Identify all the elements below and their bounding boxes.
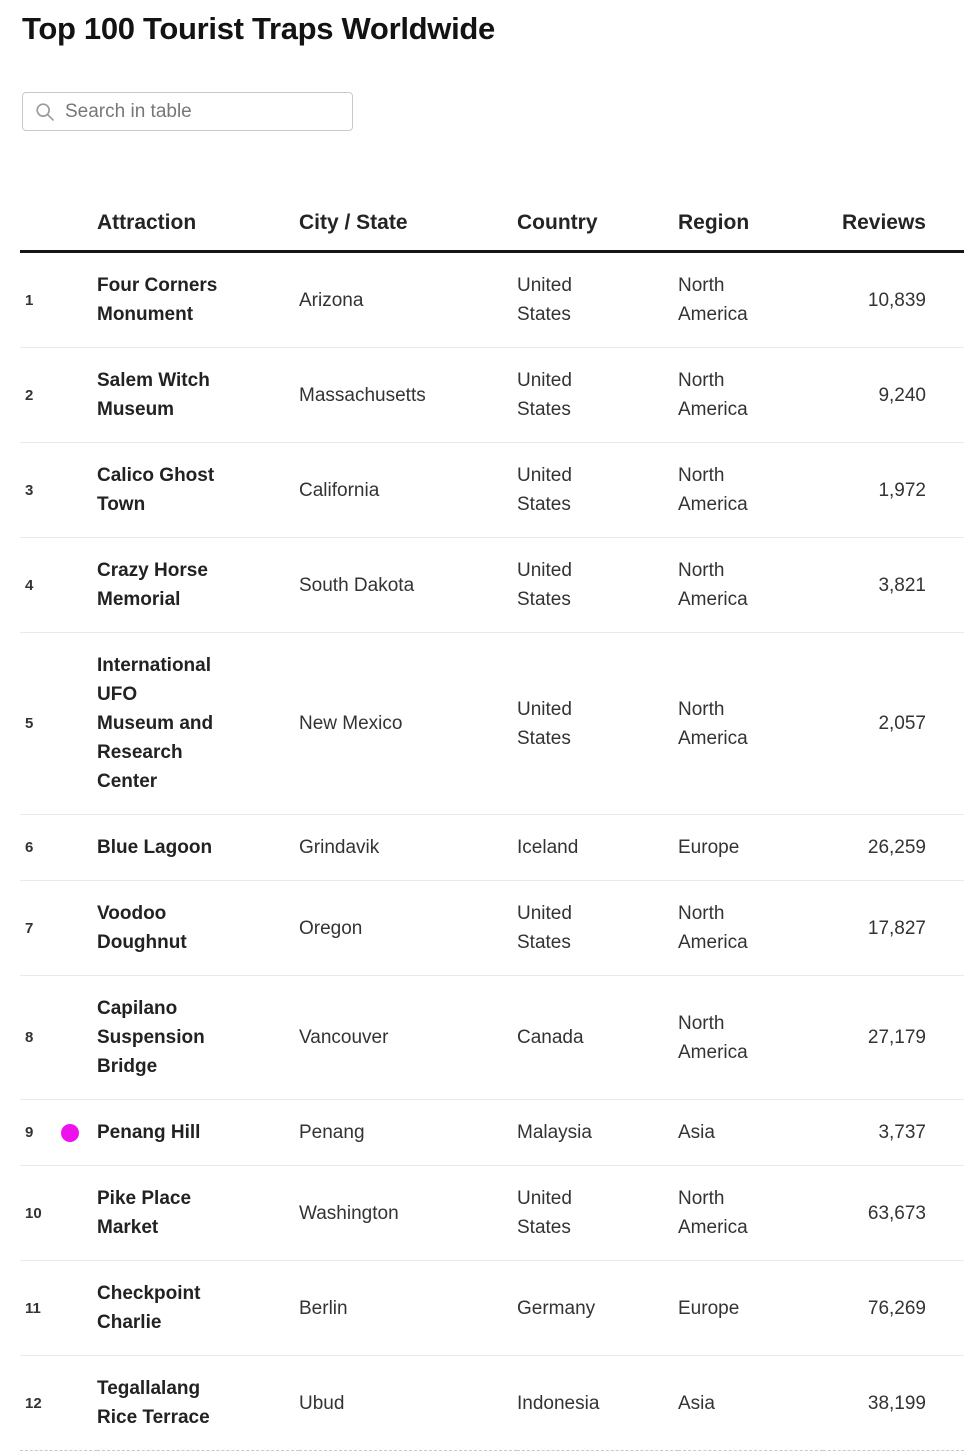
country-cell: United States — [517, 538, 678, 633]
row-rank: 7 — [20, 881, 97, 976]
city-state-cell: New Mexico — [299, 633, 517, 815]
country-cell: United States — [517, 1166, 678, 1261]
country-cell: United States — [517, 348, 678, 443]
table-row — [20, 1356, 964, 1451]
row-rank: 6 — [20, 815, 97, 881]
country-cell: United States — [517, 881, 678, 976]
reviews-cell: 10,839 — [823, 252, 964, 348]
attraction-name: Blue Lagoon — [97, 837, 213, 858]
country-cell: Canada — [517, 976, 678, 1100]
country-cell: United States — [517, 443, 678, 538]
region-cell: Europe — [678, 1261, 823, 1356]
country-cell: United States — [517, 252, 678, 348]
table-row — [20, 348, 964, 443]
attraction-name: Pike Place Market — [97, 1188, 192, 1238]
region-cell: North America — [678, 348, 823, 443]
search-box[interactable] — [22, 92, 353, 131]
reviews-cell: 9,240 — [823, 348, 964, 443]
row-rank: 5 — [20, 633, 97, 815]
region-cell: Asia — [678, 1356, 823, 1451]
reviews-cell: 17,827 — [823, 881, 964, 976]
country-cell: Indonesia — [517, 1356, 678, 1451]
page-title: Top 100 Tourist Traps Worldwide — [22, 11, 495, 46]
attraction-cell — [97, 252, 299, 348]
reviews-cell: 1,972 — [823, 443, 964, 538]
region-cell: North America — [678, 976, 823, 1100]
tourist-traps-table — [20, 201, 964, 1451]
city-state-cell: Grindavik — [299, 815, 517, 881]
region-cell: North America — [678, 538, 823, 633]
column-header-country: Country — [517, 201, 678, 252]
table-row — [20, 538, 964, 633]
region-cell: Asia — [678, 1100, 823, 1166]
region-cell: North America — [678, 443, 823, 538]
city-state-cell: Ubud — [299, 1356, 517, 1451]
city-state-cell: Washington — [299, 1166, 517, 1261]
reviews-cell: 76,269 — [823, 1261, 964, 1356]
search-input[interactable] — [23, 93, 352, 130]
country-cell: Germany — [517, 1261, 678, 1356]
attraction-name: International UFO Museum and Research Center — [97, 655, 214, 792]
table-row — [20, 252, 964, 348]
attraction-cell — [97, 1100, 299, 1166]
table-row — [20, 976, 964, 1100]
column-header-region: Region — [678, 201, 823, 252]
table-row — [20, 443, 964, 538]
reviews-cell: 26,259 — [823, 815, 964, 881]
city-state-cell: Vancouver — [299, 976, 517, 1100]
attraction-name: Four Corners Monument — [97, 275, 218, 325]
city-state-cell: Berlin — [299, 1261, 517, 1356]
attraction-name: Salem Witch Museum — [97, 370, 210, 420]
reviews-cell: 63,673 — [823, 1166, 964, 1261]
reviews-cell: 27,179 — [823, 976, 964, 1100]
attraction-cell — [97, 348, 299, 443]
row-rank: 9 — [20, 1100, 97, 1166]
attraction-cell — [97, 881, 299, 976]
table-row — [20, 633, 964, 815]
table-row — [20, 881, 964, 976]
highlight-dot-icon — [61, 1124, 79, 1142]
reviews-cell: 3,737 — [823, 1100, 964, 1166]
city-state-cell: South Dakota — [299, 538, 517, 633]
table-row — [20, 815, 964, 881]
table-header — [20, 201, 964, 252]
region-cell: Europe — [678, 815, 823, 881]
attraction-cell — [97, 538, 299, 633]
country-cell: Iceland — [517, 815, 678, 881]
region-cell: North America — [678, 633, 823, 815]
table-row — [20, 1166, 964, 1261]
attraction-name: Checkpoint Charlie — [97, 1283, 201, 1333]
attraction-cell — [97, 1356, 299, 1451]
row-rank: 11 — [20, 1261, 97, 1356]
row-rank: 10 — [20, 1166, 97, 1261]
attraction-cell — [97, 443, 299, 538]
city-state-cell: Arizona — [299, 252, 517, 348]
attraction-cell — [97, 1261, 299, 1356]
city-state-cell: Penang — [299, 1100, 517, 1166]
attraction-name: Crazy Horse Memorial — [97, 560, 208, 610]
row-rank: 1 — [20, 252, 97, 348]
table-row — [20, 1100, 964, 1166]
reviews-cell: 2,057 — [823, 633, 964, 815]
column-header-attraction: Attraction — [97, 201, 299, 252]
region-cell: North America — [678, 881, 823, 976]
row-rank: 3 — [20, 443, 97, 538]
country-cell: United States — [517, 633, 678, 815]
row-rank: 4 — [20, 538, 97, 633]
region-cell: North America — [678, 1166, 823, 1261]
reviews-cell: 38,199 — [823, 1356, 964, 1451]
attraction-cell — [97, 1166, 299, 1261]
column-header-rank — [20, 201, 97, 252]
table-row — [20, 1261, 964, 1356]
country-cell: Malaysia — [517, 1100, 678, 1166]
attraction-name: Tegallalang Rice Terrace — [97, 1378, 210, 1428]
attraction-cell — [97, 976, 299, 1100]
city-state-cell: California — [299, 443, 517, 538]
city-state-cell: Massachusetts — [299, 348, 517, 443]
row-rank: 2 — [20, 348, 97, 443]
attraction-name: Penang Hill — [97, 1122, 201, 1143]
attraction-name: Calico Ghost Town — [97, 465, 215, 515]
reviews-cell: 3,821 — [823, 538, 964, 633]
city-state-cell: Oregon — [299, 881, 517, 976]
row-rank: 12 — [20, 1356, 97, 1451]
table-body — [20, 252, 964, 1451]
attraction-cell — [97, 633, 299, 815]
column-header-reviews: Reviews — [823, 201, 964, 252]
attraction-name: Voodoo Doughnut — [97, 903, 187, 953]
region-cell: North America — [678, 252, 823, 348]
row-rank: 8 — [20, 976, 97, 1100]
attraction-cell — [97, 815, 299, 881]
column-header-city-state: City / State — [299, 201, 517, 252]
attraction-name: Capilano Suspension Bridge — [97, 998, 205, 1077]
